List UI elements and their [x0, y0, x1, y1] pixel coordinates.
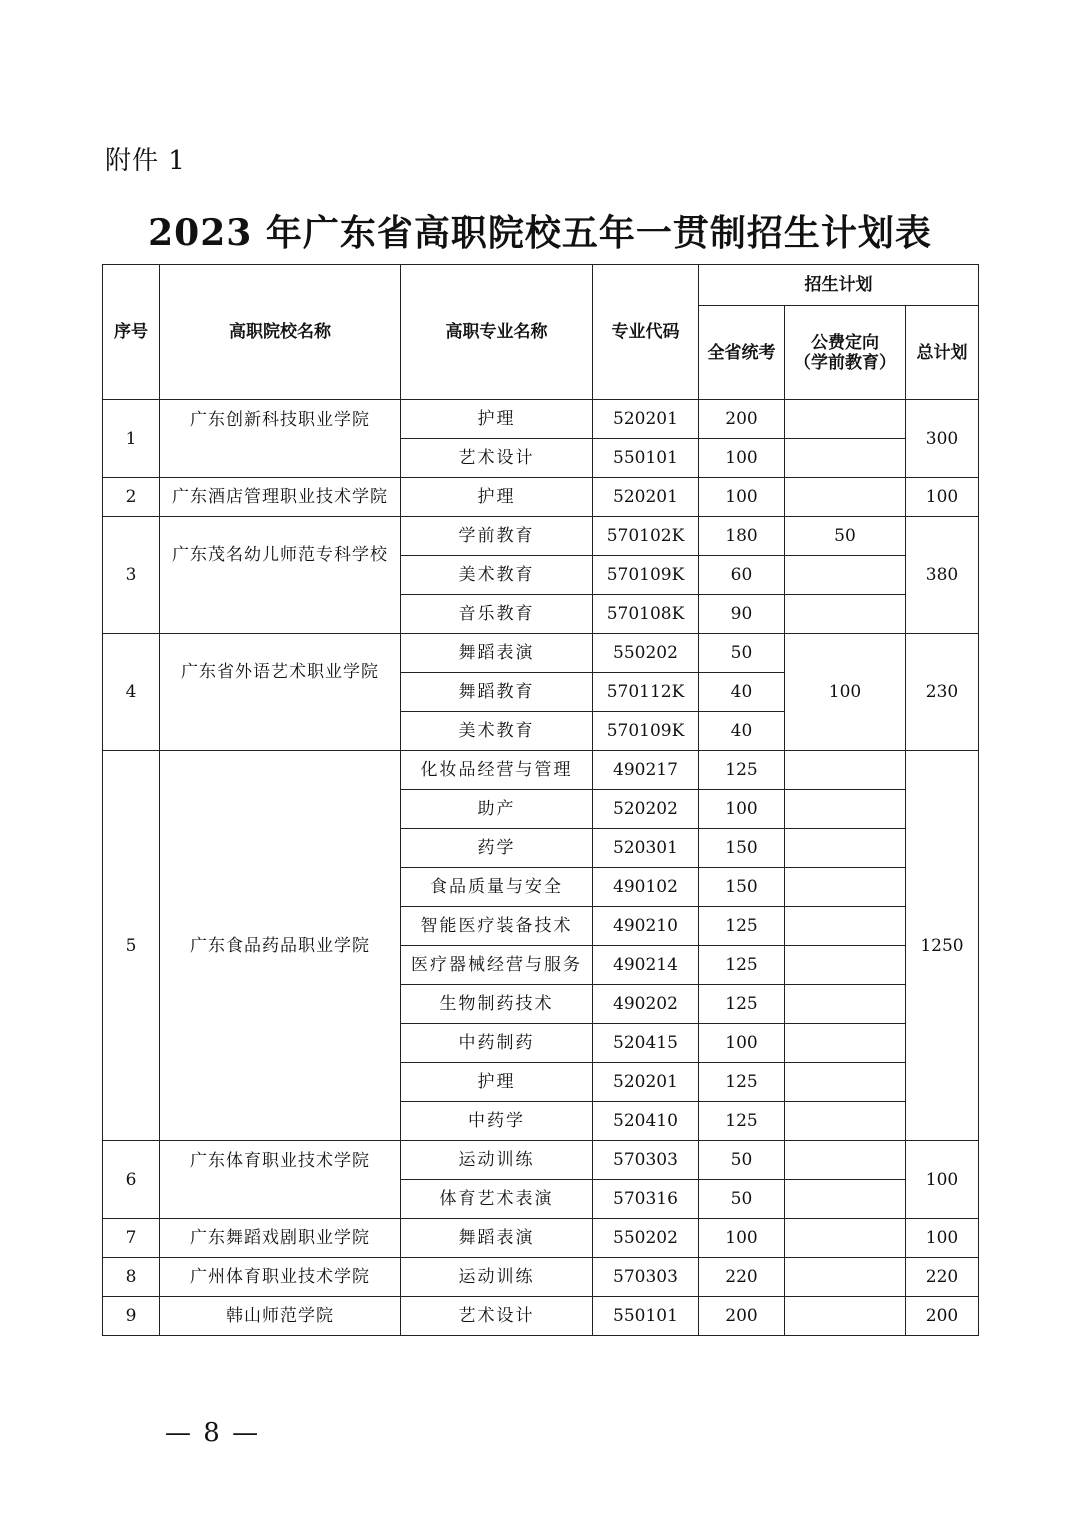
cell-total: 230	[906, 634, 979, 751]
cell-code: 520201	[593, 478, 699, 517]
cell-school: 广州体育职业技术学院	[160, 1258, 401, 1297]
cell-school: 广东舞蹈戏剧职业学院	[160, 1219, 401, 1258]
table-body	[103, 400, 979, 1336]
header-total: 总计划	[906, 306, 979, 400]
attachment-label: 附件 1	[105, 146, 186, 176]
cell-seq: 4	[103, 634, 160, 751]
cell-major: 美术教育	[401, 556, 593, 595]
cell-seq: 8	[103, 1258, 160, 1297]
header-unified: 全省统考	[699, 306, 785, 400]
cell-seq: 3	[103, 517, 160, 634]
cell-major: 中药制药	[401, 1024, 593, 1063]
cell-unified: 125	[699, 946, 785, 985]
table-row	[103, 1297, 979, 1336]
table-row	[103, 1258, 979, 1297]
cell-code: 570112K	[593, 673, 699, 712]
cell-code: 570108K	[593, 595, 699, 634]
cell-seq: 5	[103, 751, 160, 1141]
cell-school: 广东茂名幼儿师范专科学校	[160, 517, 401, 634]
header-major: 高职专业名称	[401, 265, 593, 400]
page-number: — 8 —	[165, 1418, 261, 1448]
cell-code: 570102K	[593, 517, 699, 556]
header-plan: 招生计划	[699, 265, 979, 306]
cell-major: 药学	[401, 829, 593, 868]
cell-code: 520202	[593, 790, 699, 829]
cell-public	[785, 985, 906, 1024]
table-row	[103, 1219, 979, 1258]
cell-major: 舞蹈教育	[401, 673, 593, 712]
cell-public	[785, 946, 906, 985]
cell-major: 智能医疗装备技术	[401, 907, 593, 946]
cell-code: 490210	[593, 907, 699, 946]
cell-major: 护理	[401, 1063, 593, 1102]
cell-code: 520301	[593, 829, 699, 868]
cell-public	[785, 868, 906, 907]
cell-code: 550101	[593, 1297, 699, 1336]
cell-public	[785, 1258, 906, 1297]
cell-major: 音乐教育	[401, 595, 593, 634]
cell-code: 490102	[593, 868, 699, 907]
cell-major: 食品质量与安全	[401, 868, 593, 907]
cell-public	[785, 439, 906, 478]
cell-unified: 40	[699, 673, 785, 712]
cell-unified: 125	[699, 907, 785, 946]
cell-major: 助产	[401, 790, 593, 829]
cell-major: 美术教育	[401, 712, 593, 751]
cell-total: 300	[906, 400, 979, 478]
cell-public	[785, 790, 906, 829]
cell-major: 运动训练	[401, 1258, 593, 1297]
cell-code: 520201	[593, 400, 699, 439]
cell-public	[785, 907, 906, 946]
page-title: 2023 年广东省高职院校五年一贯制招生计划表	[148, 212, 932, 254]
cell-code: 520415	[593, 1024, 699, 1063]
cell-code: 550202	[593, 634, 699, 673]
cell-code: 520201	[593, 1063, 699, 1102]
cell-total: 200	[906, 1297, 979, 1336]
cell-public	[785, 1141, 906, 1180]
enrollment-plan-table	[102, 264, 979, 1336]
cell-major: 舞蹈表演	[401, 634, 593, 673]
header-seq: 序号	[103, 265, 160, 400]
cell-major: 艺术设计	[401, 1297, 593, 1336]
cell-unified: 40	[699, 712, 785, 751]
cell-school: 广东酒店管理职业技术学院	[160, 478, 401, 517]
cell-major: 护理	[401, 400, 593, 439]
cell-major: 生物制药技术	[401, 985, 593, 1024]
cell-school: 广东体育职业技术学院	[160, 1141, 401, 1219]
table-row	[103, 751, 979, 790]
cell-code: 570109K	[593, 556, 699, 595]
header-public-line1: 公费定向	[811, 332, 879, 353]
table-row	[103, 517, 979, 556]
cell-unified: 100	[699, 439, 785, 478]
cell-major: 护理	[401, 478, 593, 517]
cell-total: 100	[906, 478, 979, 517]
cell-unified: 125	[699, 985, 785, 1024]
cell-code: 550101	[593, 439, 699, 478]
cell-major: 运动训练	[401, 1141, 593, 1180]
cell-total: 1250	[906, 751, 979, 1141]
cell-unified: 125	[699, 1063, 785, 1102]
cell-school: 广东食品药品职业学院	[160, 751, 401, 1141]
cell-unified: 200	[699, 400, 785, 439]
cell-unified: 50	[699, 1141, 785, 1180]
cell-code: 490217	[593, 751, 699, 790]
cell-seq: 7	[103, 1219, 160, 1258]
cell-code: 570316	[593, 1180, 699, 1219]
cell-major: 舞蹈表演	[401, 1219, 593, 1258]
header-school: 高职院校名称	[160, 265, 401, 400]
cell-code: 520410	[593, 1102, 699, 1141]
cell-public	[785, 1063, 906, 1102]
cell-major: 体育艺术表演	[401, 1180, 593, 1219]
cell-major: 化妆品经营与管理	[401, 751, 593, 790]
cell-code: 490214	[593, 946, 699, 985]
cell-unified: 125	[699, 751, 785, 790]
cell-school: 广东创新科技职业学院	[160, 400, 401, 478]
cell-unified: 90	[699, 595, 785, 634]
cell-major: 艺术设计	[401, 439, 593, 478]
cell-public: 50	[785, 517, 906, 556]
cell-major: 中药学	[401, 1102, 593, 1141]
cell-unified: 125	[699, 1102, 785, 1141]
cell-seq: 9	[103, 1297, 160, 1336]
cell-unified: 150	[699, 868, 785, 907]
header-public	[785, 306, 906, 400]
cell-public	[785, 595, 906, 634]
cell-unified: 100	[699, 1219, 785, 1258]
cell-unified: 180	[699, 517, 785, 556]
cell-unified: 60	[699, 556, 785, 595]
cell-public	[785, 751, 906, 790]
table-row	[103, 1141, 979, 1180]
cell-public	[785, 1297, 906, 1336]
cell-total: 100	[906, 1219, 979, 1258]
cell-unified: 50	[699, 1180, 785, 1219]
cell-public	[785, 1180, 906, 1219]
cell-public	[785, 1102, 906, 1141]
cell-public	[785, 829, 906, 868]
header-public-line2: （学前教育）	[794, 352, 896, 373]
cell-public: 100	[785, 634, 906, 751]
cell-public	[785, 1024, 906, 1063]
table-row	[103, 634, 979, 673]
cell-unified: 100	[699, 1024, 785, 1063]
cell-unified: 100	[699, 790, 785, 829]
cell-code: 490202	[593, 985, 699, 1024]
cell-public	[785, 478, 906, 517]
cell-public	[785, 1219, 906, 1258]
cell-code: 570303	[593, 1258, 699, 1297]
cell-seq: 2	[103, 478, 160, 517]
cell-unified: 50	[699, 634, 785, 673]
cell-total: 220	[906, 1258, 979, 1297]
cell-code: 570303	[593, 1141, 699, 1180]
cell-code: 570109K	[593, 712, 699, 751]
cell-unified: 220	[699, 1258, 785, 1297]
cell-unified: 150	[699, 829, 785, 868]
cell-major: 医疗器械经营与服务	[401, 946, 593, 985]
cell-seq: 6	[103, 1141, 160, 1219]
cell-seq: 1	[103, 400, 160, 478]
cell-unified: 100	[699, 478, 785, 517]
cell-unified: 200	[699, 1297, 785, 1336]
header-code: 专业代码	[593, 265, 699, 400]
table-row	[103, 400, 979, 439]
cell-major: 学前教育	[401, 517, 593, 556]
cell-public	[785, 400, 906, 439]
cell-school: 广东省外语艺术职业学院	[160, 634, 401, 751]
cell-total: 380	[906, 517, 979, 634]
table-row	[103, 478, 979, 517]
cell-public	[785, 556, 906, 595]
cell-school: 韩山师范学院	[160, 1297, 401, 1336]
cell-code: 550202	[593, 1219, 699, 1258]
cell-total: 100	[906, 1141, 979, 1219]
